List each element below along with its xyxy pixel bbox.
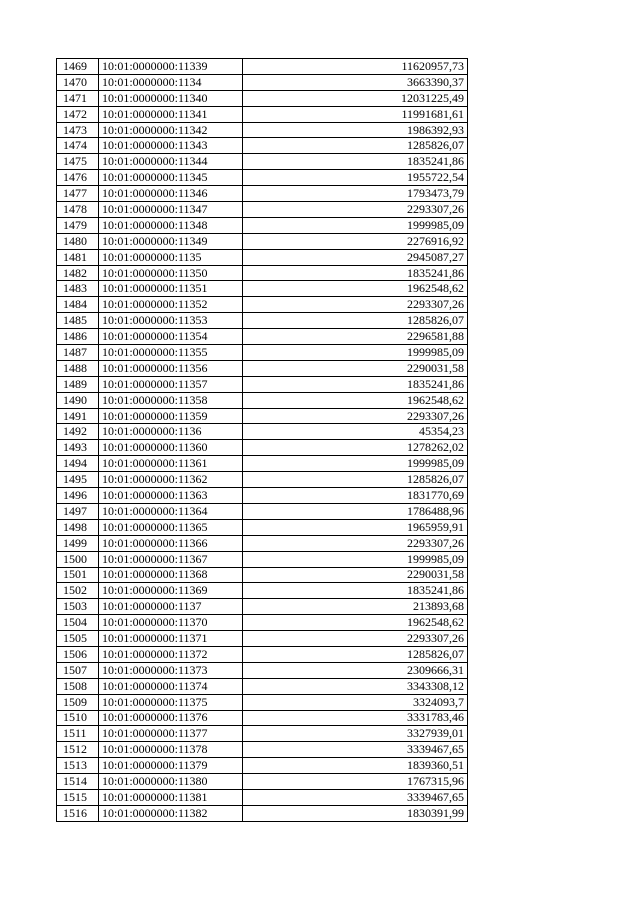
cadastral-number-cell: 10:01:0000000:11357 xyxy=(99,376,243,392)
table-row xyxy=(57,122,468,138)
amount-cell: 11991681,61 xyxy=(243,106,468,122)
row-number-cell: 1473 xyxy=(57,122,99,138)
row-number-cell: 1481 xyxy=(57,249,99,265)
row-number-cell: 1487 xyxy=(57,345,99,361)
cadastral-number-cell: 10:01:0000000:11340 xyxy=(99,90,243,106)
cadastral-number-cell: 10:01:0000000:11367 xyxy=(99,551,243,567)
table-row xyxy=(57,329,468,345)
cadastral-number-cell: 10:01:0000000:11382 xyxy=(99,805,243,821)
table-row xyxy=(57,503,468,519)
table-row xyxy=(57,472,468,488)
cadastral-number-cell: 10:01:0000000:11371 xyxy=(99,631,243,647)
cadastral-number-cell: 10:01:0000000:11348 xyxy=(99,217,243,233)
cadastral-number-cell: 10:01:0000000:11365 xyxy=(99,519,243,535)
table-row xyxy=(57,662,468,678)
row-number-cell: 1477 xyxy=(57,186,99,202)
amount-cell: 3324093,7 xyxy=(243,694,468,710)
row-number-cell: 1501 xyxy=(57,567,99,583)
amount-cell: 2293307,26 xyxy=(243,631,468,647)
amount-cell: 2276916,92 xyxy=(243,233,468,249)
table-row xyxy=(57,233,468,249)
table-row xyxy=(57,615,468,631)
cadastral-number-cell: 10:01:0000000:11381 xyxy=(99,789,243,805)
amount-cell: 1285826,07 xyxy=(243,646,468,662)
amount-cell: 1835241,86 xyxy=(243,154,468,170)
row-number-cell: 1490 xyxy=(57,392,99,408)
amount-cell: 1955722,54 xyxy=(243,170,468,186)
amount-cell: 45354,23 xyxy=(243,424,468,440)
cadastral-number-cell: 10:01:0000000:11380 xyxy=(99,774,243,790)
amount-cell: 1793473,79 xyxy=(243,186,468,202)
row-number-cell: 1495 xyxy=(57,472,99,488)
cadastral-number-cell: 10:01:0000000:11352 xyxy=(99,297,243,313)
table-row xyxy=(57,281,468,297)
row-number-cell: 1484 xyxy=(57,297,99,313)
table-row xyxy=(57,376,468,392)
row-number-cell: 1475 xyxy=(57,154,99,170)
row-number-cell: 1482 xyxy=(57,265,99,281)
amount-cell: 3343308,12 xyxy=(243,678,468,694)
table-row xyxy=(57,106,468,122)
amount-cell: 1767315,96 xyxy=(243,774,468,790)
amount-cell: 1999985,09 xyxy=(243,345,468,361)
cadastral-number-cell: 10:01:0000000:11372 xyxy=(99,646,243,662)
table-row xyxy=(57,217,468,233)
cadastral-number-cell: 10:01:0000000:11344 xyxy=(99,154,243,170)
table-row xyxy=(57,758,468,774)
cadastral-number-cell: 10:01:0000000:11341 xyxy=(99,106,243,122)
table-row xyxy=(57,567,468,583)
table-row xyxy=(57,599,468,615)
row-number-cell: 1516 xyxy=(57,805,99,821)
amount-cell: 1986392,93 xyxy=(243,122,468,138)
amount-cell: 1285826,07 xyxy=(243,138,468,154)
amount-cell: 1285826,07 xyxy=(243,472,468,488)
row-number-cell: 1496 xyxy=(57,488,99,504)
amount-cell: 1962548,62 xyxy=(243,615,468,631)
table-row xyxy=(57,408,468,424)
row-number-cell: 1469 xyxy=(57,59,99,75)
table-row xyxy=(57,74,468,90)
row-number-cell: 1512 xyxy=(57,742,99,758)
row-number-cell: 1491 xyxy=(57,408,99,424)
amount-cell: 2945087,27 xyxy=(243,249,468,265)
amount-cell: 11620957,73 xyxy=(243,59,468,75)
row-number-cell: 1483 xyxy=(57,281,99,297)
table-row xyxy=(57,360,468,376)
row-number-cell: 1509 xyxy=(57,694,99,710)
table-row xyxy=(57,392,468,408)
amount-cell: 1962548,62 xyxy=(243,281,468,297)
cadastral-number-cell: 10:01:0000000:11368 xyxy=(99,567,243,583)
cadastral-number-cell: 10:01:0000000:11347 xyxy=(99,202,243,218)
amount-cell: 1839360,51 xyxy=(243,758,468,774)
table-row xyxy=(57,154,468,170)
cadastral-number-cell: 10:01:0000000:11355 xyxy=(99,345,243,361)
cadastral-number-cell: 10:01:0000000:11377 xyxy=(99,726,243,742)
table-row xyxy=(57,535,468,551)
table-row xyxy=(57,742,468,758)
amount-cell: 1999985,09 xyxy=(243,551,468,567)
cadastral-number-cell: 10:01:0000000:11376 xyxy=(99,710,243,726)
row-number-cell: 1494 xyxy=(57,456,99,472)
cadastral-number-cell: 10:01:0000000:11356 xyxy=(99,360,243,376)
cadastral-number-cell: 10:01:0000000:11345 xyxy=(99,170,243,186)
cadastral-number-cell: 10:01:0000000:11374 xyxy=(99,678,243,694)
amount-cell: 1835241,86 xyxy=(243,583,468,599)
table-row xyxy=(57,59,468,75)
table-row xyxy=(57,678,468,694)
cadastral-number-cell: 10:01:0000000:11362 xyxy=(99,472,243,488)
row-number-cell: 1480 xyxy=(57,233,99,249)
row-number-cell: 1472 xyxy=(57,106,99,122)
amount-cell: 3339467,65 xyxy=(243,742,468,758)
table-row xyxy=(57,456,468,472)
cadastral-number-cell: 10:01:0000000:11369 xyxy=(99,583,243,599)
amount-cell: 1830391,99 xyxy=(243,805,468,821)
row-number-cell: 1513 xyxy=(57,758,99,774)
cadastral-number-cell: 10:01:0000000:11358 xyxy=(99,392,243,408)
cadastral-number-cell: 10:01:0000000:11364 xyxy=(99,503,243,519)
amount-cell: 2296581,88 xyxy=(243,329,468,345)
cadastral-number-cell: 10:01:0000000:11373 xyxy=(99,662,243,678)
table-row xyxy=(57,631,468,647)
row-number-cell: 1486 xyxy=(57,329,99,345)
amount-cell: 213893,68 xyxy=(243,599,468,615)
cadastral-number-cell: 10:01:0000000:11363 xyxy=(99,488,243,504)
cadastral-number-cell: 10:01:0000000:1137 xyxy=(99,599,243,615)
row-number-cell: 1471 xyxy=(57,90,99,106)
amount-cell: 2293307,26 xyxy=(243,297,468,313)
table-row xyxy=(57,90,468,106)
table-row xyxy=(57,249,468,265)
amount-cell: 1965959,91 xyxy=(243,519,468,535)
amount-cell: 2309666,31 xyxy=(243,662,468,678)
amount-cell: 1285826,07 xyxy=(243,313,468,329)
amount-cell: 3339467,65 xyxy=(243,789,468,805)
cadastral-number-cell: 10:01:0000000:11342 xyxy=(99,122,243,138)
row-number-cell: 1511 xyxy=(57,726,99,742)
table-row xyxy=(57,710,468,726)
cadastral-number-cell: 10:01:0000000:11351 xyxy=(99,281,243,297)
row-number-cell: 1500 xyxy=(57,551,99,567)
row-number-cell: 1485 xyxy=(57,313,99,329)
amount-cell: 3327939,01 xyxy=(243,726,468,742)
amount-cell: 2293307,26 xyxy=(243,408,468,424)
row-number-cell: 1478 xyxy=(57,202,99,218)
cadastral-number-cell: 10:01:0000000:11349 xyxy=(99,233,243,249)
table-row xyxy=(57,186,468,202)
row-number-cell: 1507 xyxy=(57,662,99,678)
cadastral-number-cell: 10:01:0000000:11378 xyxy=(99,742,243,758)
cadastral-number-cell: 10:01:0000000:11366 xyxy=(99,535,243,551)
cadastral-number-cell: 10:01:0000000:11375 xyxy=(99,694,243,710)
cadastral-number-cell: 10:01:0000000:11361 xyxy=(99,456,243,472)
row-number-cell: 1498 xyxy=(57,519,99,535)
amount-cell: 2290031,58 xyxy=(243,567,468,583)
table-row xyxy=(57,519,468,535)
cadastral-number-cell: 10:01:0000000:11346 xyxy=(99,186,243,202)
amount-cell: 1835241,86 xyxy=(243,265,468,281)
amount-cell: 12031225,49 xyxy=(243,90,468,106)
table-row xyxy=(57,551,468,567)
row-number-cell: 1474 xyxy=(57,138,99,154)
amount-cell: 1835241,86 xyxy=(243,376,468,392)
amount-cell: 1999985,09 xyxy=(243,217,468,233)
table-row xyxy=(57,313,468,329)
amount-cell: 2293307,26 xyxy=(243,202,468,218)
table-row xyxy=(57,424,468,440)
table-row xyxy=(57,583,468,599)
amount-cell: 1786488,96 xyxy=(243,503,468,519)
amount-cell: 3663390,37 xyxy=(243,74,468,90)
cadastral-number-cell: 10:01:0000000:11360 xyxy=(99,440,243,456)
row-number-cell: 1510 xyxy=(57,710,99,726)
row-number-cell: 1489 xyxy=(57,376,99,392)
table-row xyxy=(57,726,468,742)
table-row xyxy=(57,138,468,154)
table-row xyxy=(57,805,468,821)
table-row xyxy=(57,202,468,218)
row-number-cell: 1476 xyxy=(57,170,99,186)
row-number-cell: 1508 xyxy=(57,678,99,694)
cadastral-number-cell: 10:01:0000000:11379 xyxy=(99,758,243,774)
cadastral-number-cell: 10:01:0000000:11343 xyxy=(99,138,243,154)
table-row xyxy=(57,488,468,504)
table-row xyxy=(57,694,468,710)
amount-cell: 1831770,69 xyxy=(243,488,468,504)
cadastral-number-cell: 10:01:0000000:1136 xyxy=(99,424,243,440)
cadastral-number-cell: 10:01:0000000:1135 xyxy=(99,249,243,265)
row-number-cell: 1493 xyxy=(57,440,99,456)
cadastral-number-cell: 10:01:0000000:11370 xyxy=(99,615,243,631)
row-number-cell: 1505 xyxy=(57,631,99,647)
cadastral-number-cell: 10:01:0000000:11339 xyxy=(99,59,243,75)
row-number-cell: 1497 xyxy=(57,503,99,519)
table-row xyxy=(57,440,468,456)
amount-cell: 1278262,02 xyxy=(243,440,468,456)
cadastral-number-cell: 10:01:0000000:11359 xyxy=(99,408,243,424)
row-number-cell: 1470 xyxy=(57,74,99,90)
data-table xyxy=(56,58,468,822)
table-row xyxy=(57,170,468,186)
row-number-cell: 1514 xyxy=(57,774,99,790)
table-row xyxy=(57,789,468,805)
table-body xyxy=(57,59,468,822)
amount-cell: 3331783,46 xyxy=(243,710,468,726)
cadastral-number-cell: 10:01:0000000:11350 xyxy=(99,265,243,281)
row-number-cell: 1492 xyxy=(57,424,99,440)
row-number-cell: 1515 xyxy=(57,789,99,805)
cadastral-number-cell: 10:01:0000000:11353 xyxy=(99,313,243,329)
row-number-cell: 1488 xyxy=(57,360,99,376)
table-row xyxy=(57,345,468,361)
amount-cell: 1962548,62 xyxy=(243,392,468,408)
cadastral-number-cell: 10:01:0000000:11354 xyxy=(99,329,243,345)
table-row xyxy=(57,297,468,313)
amount-cell: 2290031,58 xyxy=(243,360,468,376)
table-row xyxy=(57,265,468,281)
amount-cell: 2293307,26 xyxy=(243,535,468,551)
table-row xyxy=(57,774,468,790)
row-number-cell: 1503 xyxy=(57,599,99,615)
row-number-cell: 1502 xyxy=(57,583,99,599)
cadastral-number-cell: 10:01:0000000:1134 xyxy=(99,74,243,90)
row-number-cell: 1506 xyxy=(57,646,99,662)
row-number-cell: 1479 xyxy=(57,217,99,233)
row-number-cell: 1504 xyxy=(57,615,99,631)
table-row xyxy=(57,646,468,662)
amount-cell: 1999985,09 xyxy=(243,456,468,472)
row-number-cell: 1499 xyxy=(57,535,99,551)
